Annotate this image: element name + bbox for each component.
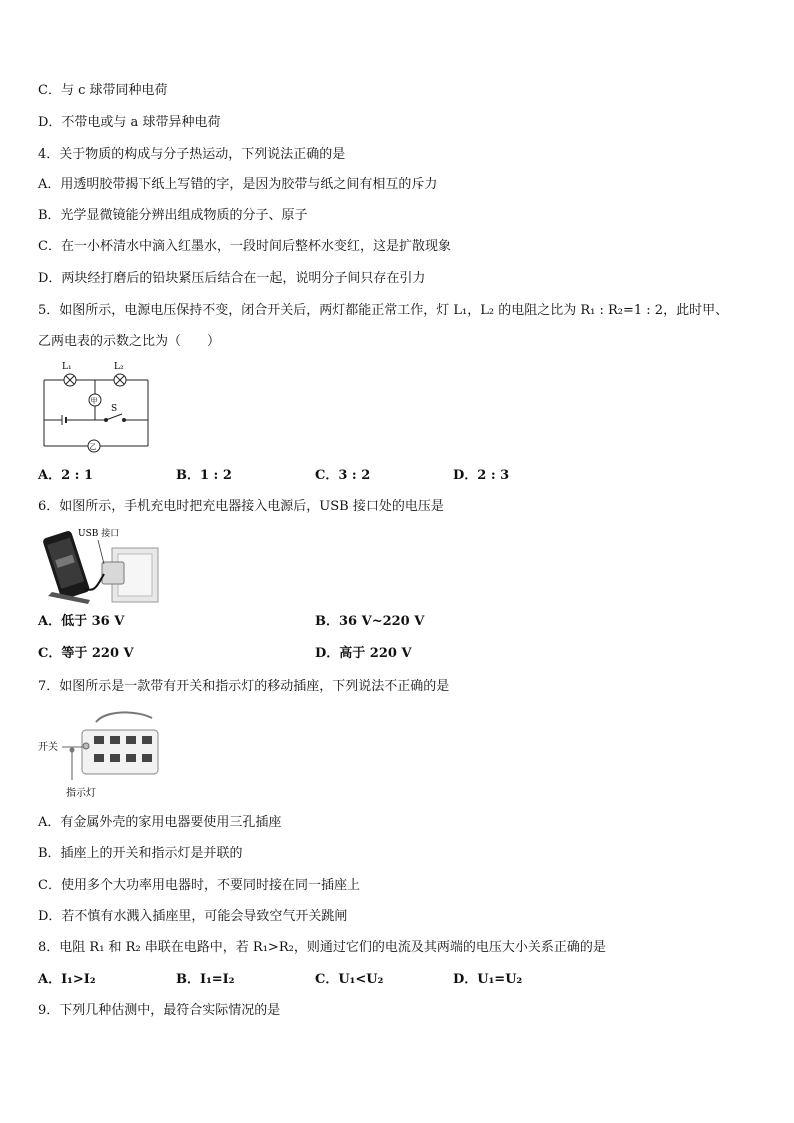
q6-option-d: D．高于 220 V [315,646,412,661]
q4-stem: 4．关于物质的构成与分子热运动，下列说法正确的是 [38,147,346,162]
q5-label-jia: 甲 [90,397,98,405]
q5-option-a: A．2 : 1 [38,468,94,483]
q8-option-b: B．I₁=I₂ [176,972,235,987]
q6-usb-label: USB 接口 [78,529,120,539]
q7-option-d: D．若不慎有水溅入插座里，可能会导致空气开关跳闸 [38,909,348,924]
q6-option-b: B．36 V~220 V [315,614,425,629]
q4-option-d: D．两块经打磨后的铅块紧压后结合在一起，说明分子间只存在引力 [38,271,426,286]
q4-option-a: A．用透明胶带揭下纸上写错的字，是因为胶带与纸之间有相互的斥力 [38,177,438,192]
q8-option-d: D．U₁=U₂ [453,972,523,987]
q6-option-c: C．等于 220 V [38,646,134,661]
q5-circuit-diagram [38,356,154,456]
q5-label-l1: L₁ [62,362,72,372]
q5-label-l2: L₂ [114,362,124,372]
q8-option-c: C．U₁<U₂ [315,972,384,987]
q5-option-b: B．1 : 2 [176,468,232,483]
q5-option-c: C．3 : 2 [315,468,371,483]
q7-option-c: C．使用多个大功率用电器时，不要同时接在同一插座上 [38,878,360,893]
q5-label-s: S [111,404,118,414]
q5-label-yi: 乙 [89,443,97,451]
q7-option-b: B．插座上的开关和指示灯是并联的 [38,846,243,861]
q3-option-d: D．不带电或与 a 球带异种电荷 [38,115,221,130]
q7-light-label: 指示灯 [66,788,96,799]
q5-stem-line1: 5．如图所示，电源电压保持不变，闭合开关后，两灯都能正常工作，灯 L₁，L₂ 的电阻之比为 R₁ : R₂=1 : 2，此时甲、 [38,303,729,318]
q5-option-d: D．2 : 3 [453,468,510,483]
q6-phone-charger-image [40,522,162,608]
q3-option-c: C．与 c 球带同种电荷 [38,83,168,98]
q7-power-strip-image [36,708,160,800]
q7-switch-label: 开关 [38,742,58,753]
q9-stem: 9．下列几种估测中，最符合实际情况的是 [38,1003,281,1018]
q8-option-a: A．I₁>I₂ [38,972,96,987]
q4-option-b: B．光学显微镜能分辨出组成物质的分子、原子 [38,208,308,223]
q5-stem-line2: 乙两电表的示数之比为（ ） [38,334,221,349]
q7-option-a: A．有金属外壳的家用电器要使用三孔插座 [38,815,282,830]
q4-option-c: C．在一小杯清水中滴入红墨水，一段时间后整杯水变红，这是扩散现象 [38,239,451,254]
q6-stem: 6．如图所示，手机充电时把充电器接入电源后，USB 接口处的电压是 [38,499,444,514]
q8-stem: 8．电阻 R₁ 和 R₂ 串联在电路中，若 R₁>R₂，则通过它们的电流及其两端的电压大小关系正确的是 [38,940,606,955]
q7-stem: 7．如图所示是一款带有开关和指示灯的移动插座，下列说法不正确的是 [38,679,450,694]
q6-option-a: A．低于 36 V [38,614,125,629]
